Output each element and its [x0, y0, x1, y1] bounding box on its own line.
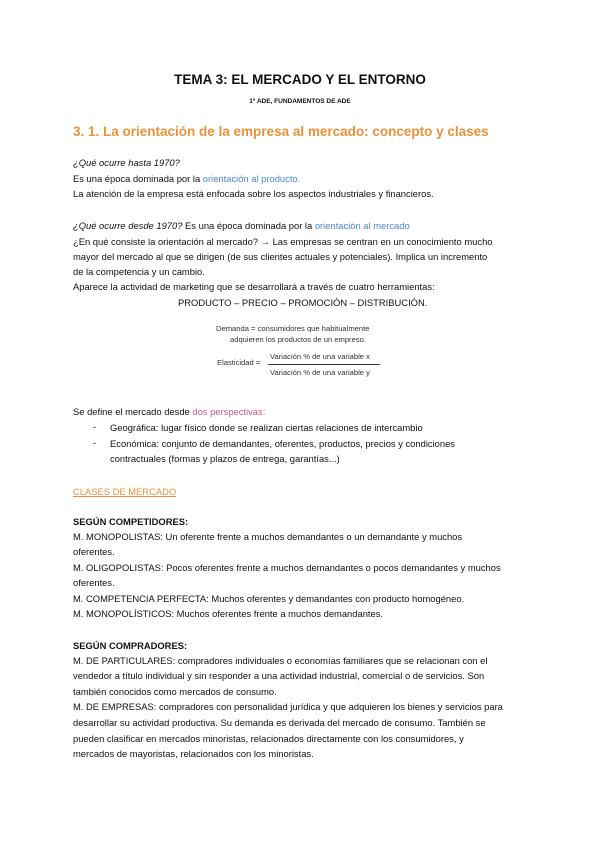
paragraph-3-line1: ¿En qué consiste la orientación al mercado? → Las empresas se centran en un conocimiento mucho [73, 236, 493, 247]
section-heading: 3. 1. La orientación de la empresa al mercado: concepto y clases [73, 124, 489, 139]
q1-answer-prefix: Es una época dominada por la [73, 173, 203, 184]
clases-de-mercado-heading[interactable]: CLASES DE MERCADO [73, 486, 177, 497]
compradores-line3: también conocidos como mercados de consumo. [73, 686, 277, 697]
perspectives-line [73, 405, 265, 419]
segun-compradores-heading: SEGÚN COMPRADORES: [73, 640, 188, 651]
q2-rest: Es una época dominada por la [182, 220, 315, 231]
demanda-definition: Demanda = consumidores que habitualmente [216, 324, 370, 333]
orientacion-mercado-link[interactable]: orientación al mercado [314, 220, 410, 231]
bullet-dash: - [93, 421, 97, 432]
monopolistas-line1: M. MONOPOLISTAS: Un oferente frente a muchos demandantes o un demandante y muchos [73, 531, 463, 542]
segun-competidores-heading: SEGÚN COMPETIDORES: [73, 516, 189, 527]
compradores-line6: pueden clasificar en mercados minoristas, relacionados directamente con los consumidores, y [73, 733, 464, 744]
fraction-bar [268, 364, 380, 365]
paragraph-4-line1: Aparece la actividad de marketing que se desarrollará a través de cuatro herramientas: [73, 281, 435, 292]
competencia-perfecta: M. COMPETENCIA PERFECTA: Muchos oferentes y demandantes con producto homogéneo. [73, 593, 465, 604]
compradores-line4: M. DE EMPRESAS: compradores con personalidad jurídica y que adquieren los bienes y servicios para [73, 701, 503, 712]
perspectives-prefix: Se define el mercado desde [73, 406, 193, 417]
paragraph-3-line2: mayor del mercado al que se dirigen (de sus clientes actuales y potenciales). Implica un incremento [73, 251, 488, 262]
bullet-economica-line2: contractuales (formas y plazos de entrega, garantías...) [110, 453, 340, 464]
elasticidad-numerator: Variación % de una variable x [270, 352, 370, 361]
oligopolistas-line1: M. OLIGOPOLISTAS: Pocos oferentes frente a muchos demandantes o pocos demandantes y muchos [73, 562, 501, 573]
question-2-line [73, 219, 410, 233]
bullet-dash: - [93, 437, 97, 448]
bullet-economica: Económica: conjunto de demandantes, oferentes, productos, precios y condiciones [110, 438, 455, 449]
q1-answer-line [73, 172, 300, 186]
question-2: ¿Qué ocurre desde 1970? [73, 220, 183, 231]
compradores-line2: vendedor a título individual y sin responder a una actividad industrial, comercial o de servicios. Son [73, 670, 485, 681]
dos-perspectivas-link[interactable]: dos perspectivas: [192, 406, 266, 417]
q1-answer-line2: La atención de la empresa está enfocada sobre los aspectos industriales y financieros. [73, 188, 434, 199]
page-subtitle: 1º ADE, FUNDAMENTOS DE ADE [249, 98, 351, 105]
compradores-line7: mercados de mayoristas, relacionados con los minoristas. [73, 748, 314, 759]
oligopolistas-line2: oferentes. [73, 577, 115, 588]
monopolisticos: M. MONOPOLÍSTICOS: Muchos oferentes frente a muchos demandantes. [73, 608, 384, 619]
compradores-line1: M. DE PARTICULARES: compradores individuales o economías familiares que se relacionan con el [73, 655, 488, 666]
orientacion-producto-link[interactable]: orientación al producto. [202, 173, 301, 184]
compradores-line5: desarrollar su actividad productiva. Su demanda es derivada del mercado de consumo. También se [73, 717, 486, 728]
elasticidad-label: Elasticidad = [217, 358, 261, 367]
bullet-geografica: Geográfica: lugar físico donde se realizan ciertas relaciones de intercambio [110, 422, 423, 433]
question-1: ¿Qué ocurre hasta 1970? [73, 157, 180, 168]
paragraph-3-line3: de la competencia y un cambio. [73, 266, 205, 277]
four-tools: PRODUCTO – PRECIO – PROMOCIÓN – DISTRIBUCIÓN. [178, 297, 428, 308]
monopolistas-line2: oferentes. [73, 546, 115, 557]
demanda-definition-line2: adquieren los productos de un empreso. [230, 335, 366, 344]
page-title: TEMA 3: EL MERCADO Y EL ENTORNO [174, 72, 426, 87]
elasticidad-denominator: Variación % de una variable y [270, 368, 370, 377]
